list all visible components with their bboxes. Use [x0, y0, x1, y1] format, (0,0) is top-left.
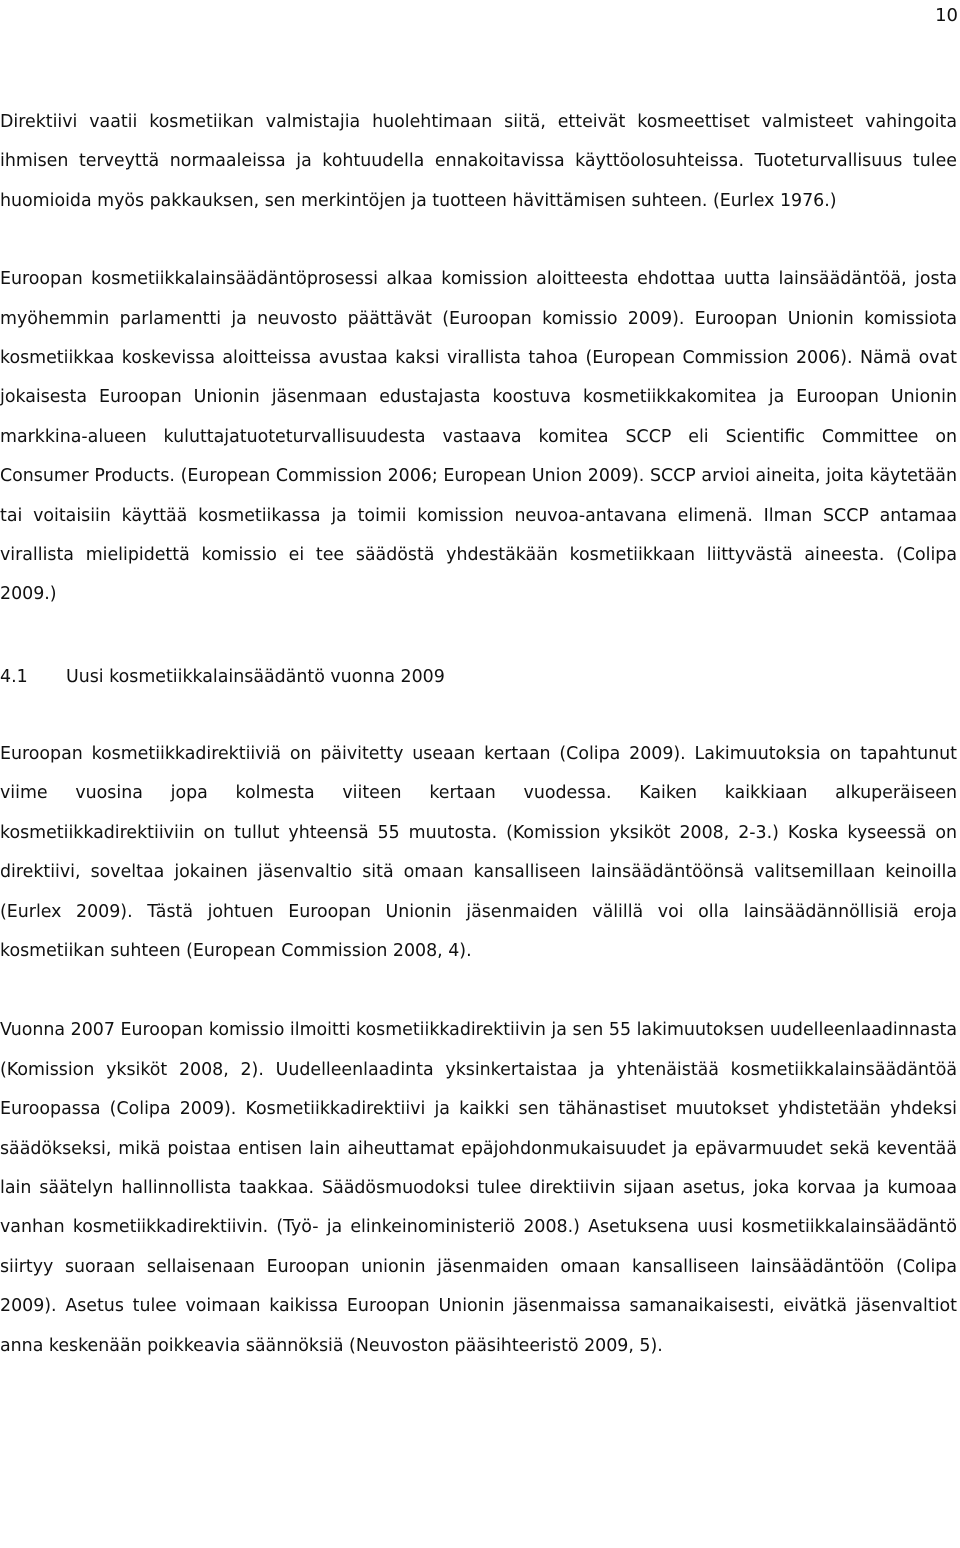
paragraph-legislative-process: Euroopan kosmetiikkalainsäädäntöprosessi alkaa komission aloitteesta ehdottaa uutta lainsäädäntöä, josta myöhemmin parlamentti ja neuvosto päättävät (Euroopan komissio 2009). Euroopan Unionin komissiota kosmetiikkaa koskevissa aloitteissa avustaa kaksi virallista tahoa (European Commission 2006). Nämä ovat jokaisesta Euroopan Unionin jäsenmaan edustajasta koostuva kosmetiikkakomitea ja Euroopan Unionin markkina-alueen kuluttajatuoteturvallisuudesta vastaava komitea SCCP eli Scientific Committee on Consumer Products. (European Commission 2006; European Union 2009). SCCP arvioi aineita, joita käytetään tai voitaisiin käyttää kosmetiikassa ja toimii komission neuvoa-antavana elimenä. Ilman SCCP antamaa virallista mielipidettä komissio ei tee säädöstä yhdestäkään kosmetiikkaan liittyvästä aineesta. (Colipa 2009.): [0, 269, 957, 605]
page-number: 10: [935, 5, 958, 26]
section-heading: [0, 659, 957, 695]
document-body: [0, 103, 957, 1366]
paragraph-recast-regulation: Vuonna 2007 Euroopan komissio ilmoitti kosmetiikkadirektiivin ja sen 55 lakimuutoksen uudelleenlaadinnasta (Komission yksiköt 2008, 2). Uudelleenlaadinta yksinkertaistaa ja yhtenäistää kosmetiikkalainsäädäntöä Euroopassa (Colipa 2009). Kosmetiikkadirektiivi ja kaikki sen tähänastiset muutokset yhdistetään yhdeksi säädökseksi, mikä poistaa entisen lain aiheuttamat epäjohdonmukaisuudet ja epävarmuudet sekä keventää lain säätelyn hallinnollista taakkaa. Säädösmuodoksi tulee direktiivin sijaan asetus, joka korvaa ja kumoaa vanhan kosmetiikkadirektiivin. (Työ- ja elinkeinoministeriö 2008.) Asetuksena uusi kosmetiikkalainsäädäntö siirtyy suoraan sellaisenaan Euroopan unionin jäsenmaiden omaan kansalliseen lainsäädäntöön (Colipa 2009). Asetus tulee voimaan kaikissa Euroopan Unionin jäsenmaissa samanaikaisesti, eivätkä jäsenvaltiot anna keskenään poikkeavia säännöksiä (Neuvoston pääsihteeristö 2009, 5).: [0, 1020, 957, 1356]
paragraph-directive-updates: Euroopan kosmetiikkadirektiiviä on päivitetty useaan kertaan (Colipa 2009). Lakimuutoksia on tapahtunut viime vuosina jopa kolmesta viiteen kertaan vuodessa. Kaiken kaikkiaan alkuperäiseen kosmetiikkadirektiiviin on tullut yhteensä 55 muutosta. (Komission yksiköt 2008, 2-3.) Koska kyseessä on direktiivi, soveltaa jokainen jäsenvaltio sitä omaan kansalliseen lainsäädäntöönsä valitsemillaan keinoilla (Eurlex 2009). Tästä johtuen Euroopan Unionin jäsenmaiden välillä voi olla lainsäädännöllisiä eroja kosmetiikan suhteen (European Commission 2008, 4).: [0, 743, 957, 961]
section-number: 4.1: [0, 666, 28, 687]
paragraph-directive-requirements: Direktiivi vaatii kosmetiikan valmistajia huolehtimaan siitä, etteivät kosmeettiset valmisteet vahingoita ihmisen terveyttä normaaleissa ja kohtuudella ennakoitavissa käyttöolosuhteissa. Tuoteturvallisuus tulee huomioida myös pakkauksen, sen merkintöjen ja tuotteen hävittämisen suhteen. (Eurlex 1976.): [0, 112, 957, 211]
section-title: Uusi kosmetiikkalainsäädäntö vuonna 2009: [66, 666, 445, 687]
